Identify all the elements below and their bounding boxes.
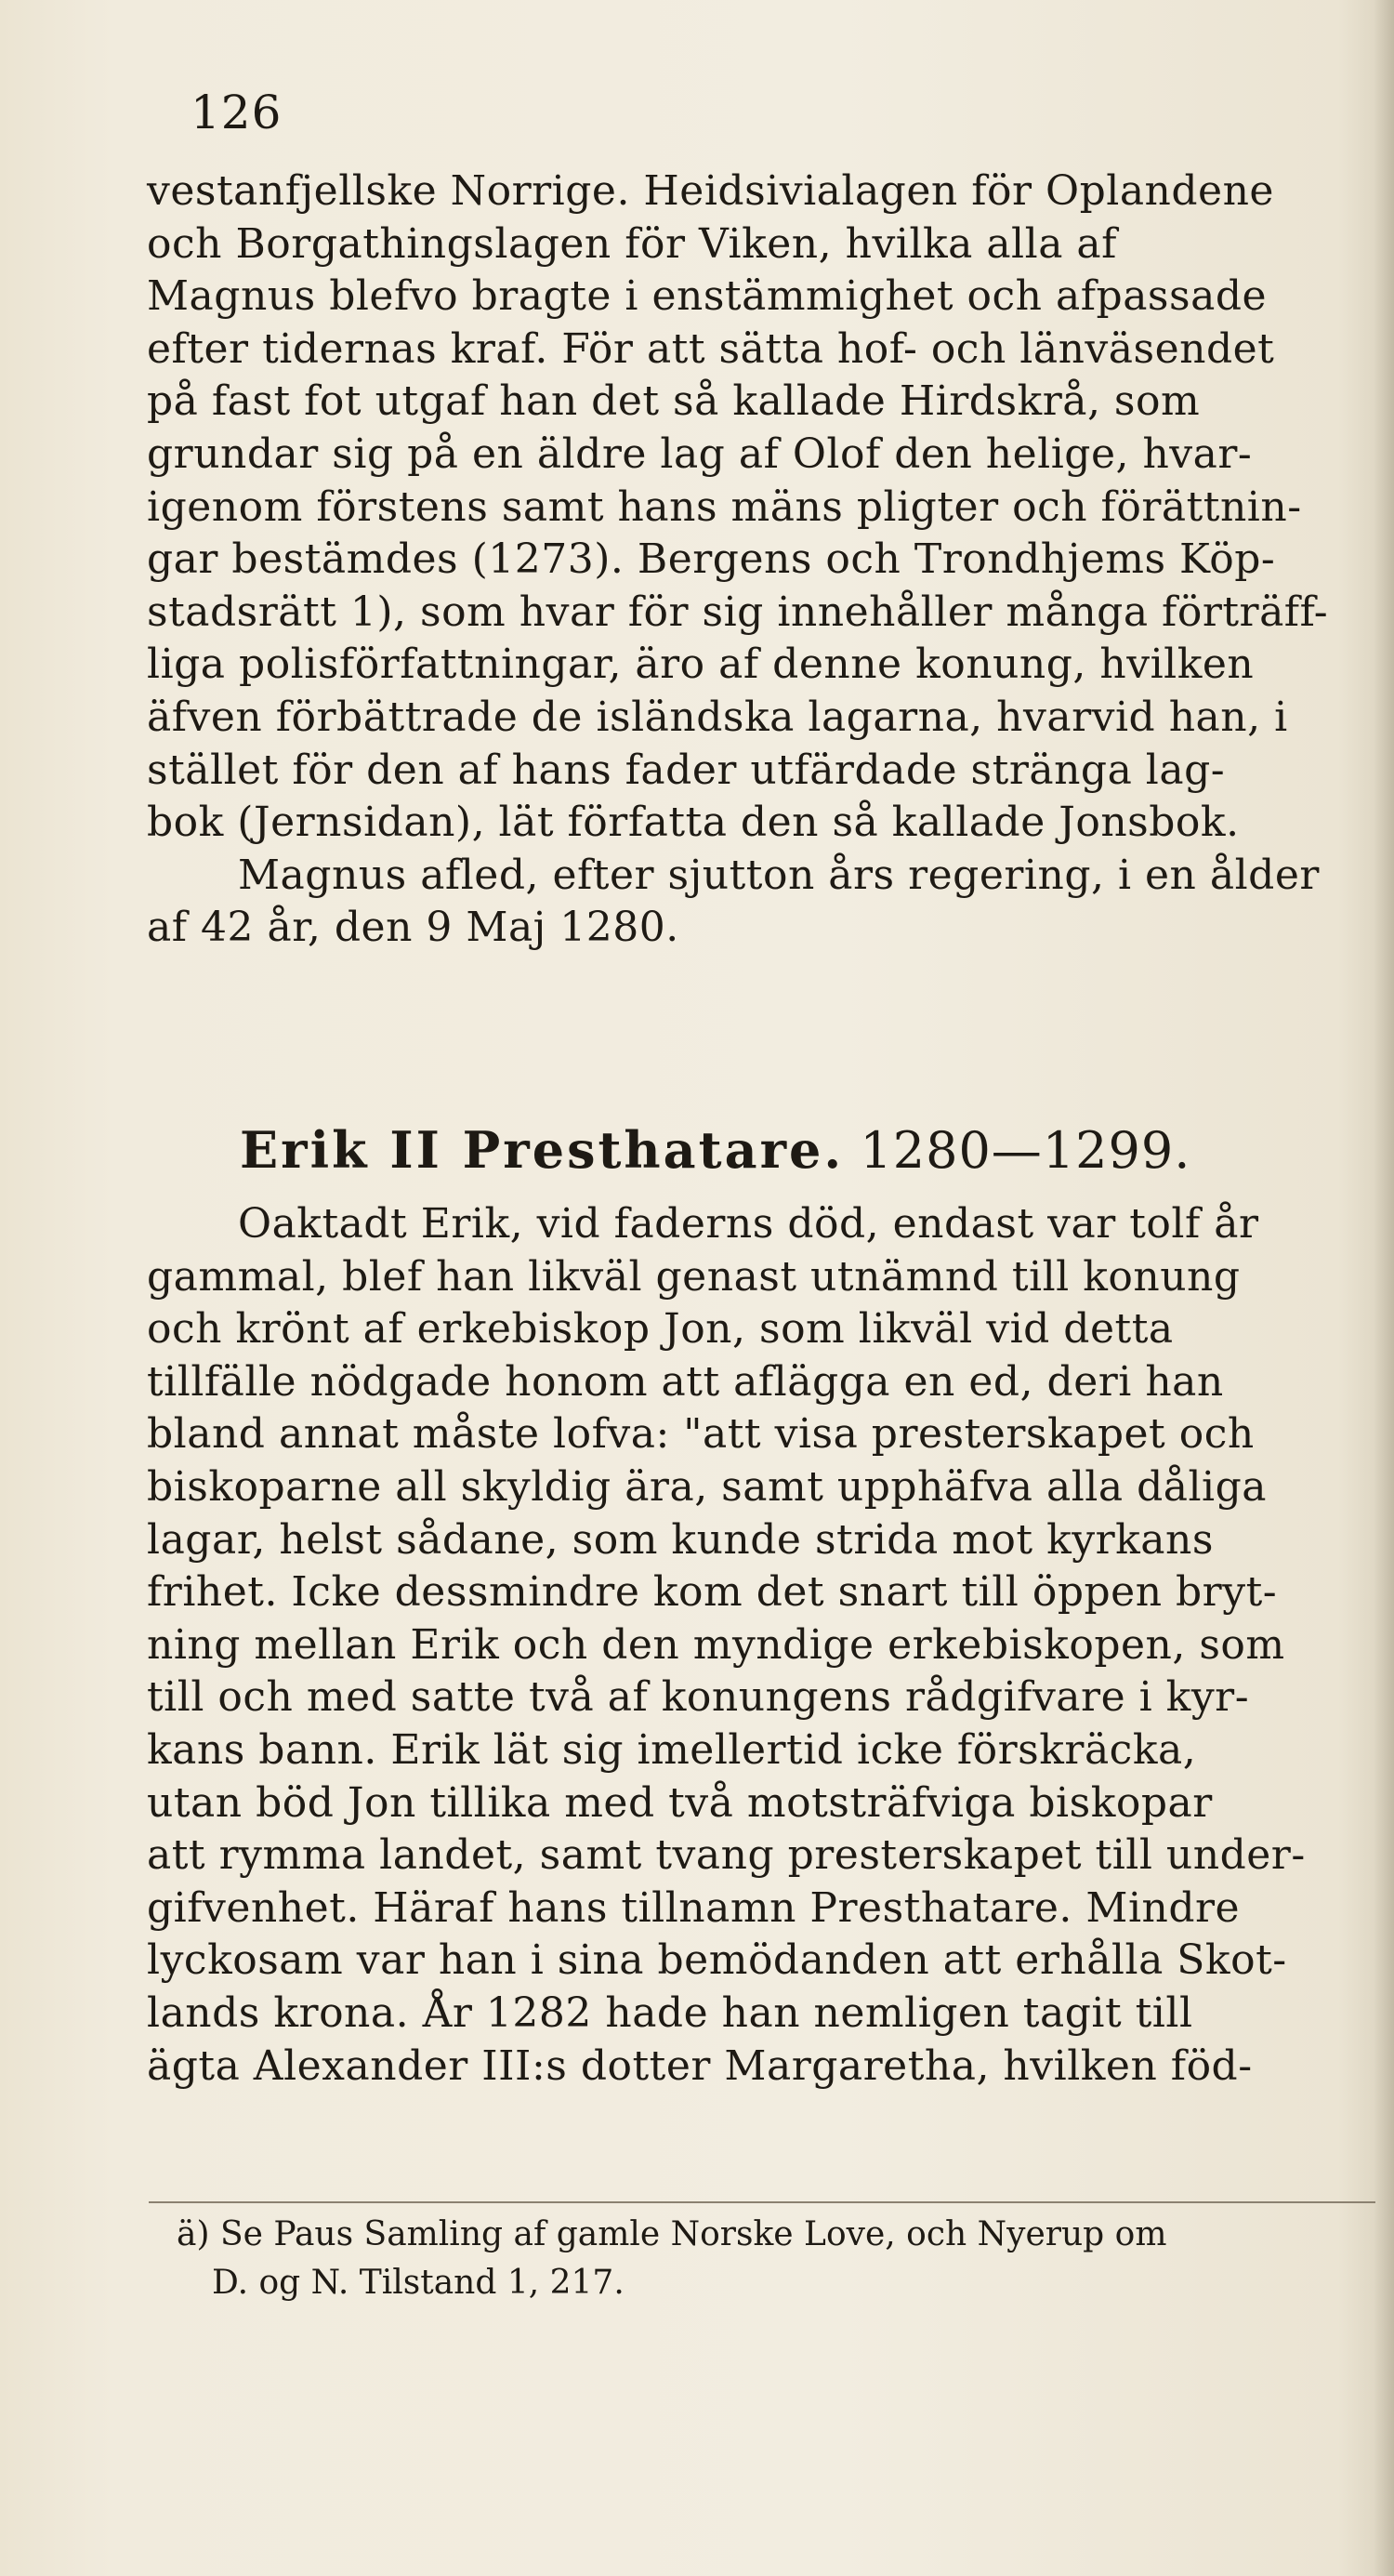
text-line: lyckosam var han i sina bemödanden att erhålla Skot- (147, 1936, 1287, 1985)
text-line: till och med satte två af konungens rådgifvare i kyr- (147, 1673, 1250, 1722)
text-line: bland annat måste lofva: "att visa presterskapet och (147, 1410, 1255, 1459)
text-line: lands krona. År 1282 hade han nemligen tagit till (147, 1988, 1193, 2037)
text-line: att rymma landet, samt tvang presterskapet till under- (147, 1831, 1306, 1880)
text-line: Oaktadt Erik, vid faderns död, endast var tolf år (238, 1200, 1259, 1248)
text-line: utan böd Jon tillika med två motsträfviga biskopar (147, 1778, 1213, 1827)
footnote-line: D. og N. Tilstand 1, 217. (212, 2264, 625, 2302)
text-line: Magnus afled, efter sjutton års regering, i en ålder (238, 851, 1320, 899)
text-line: stadsrätt 1), som hvar för sig innehåller många förträff- (147, 588, 1329, 636)
text-line: lagar, helst sådane, som kunde strida mot kyrkans (147, 1515, 1214, 1564)
text-line: gifvenhet. Häraf hans tillnamn Presthatare. Mindre (147, 1883, 1241, 1932)
text-line: gammal, blef han likväl genast utnämnd till konung (147, 1252, 1241, 1301)
text-line: grundar sig på en äldre lag af Olof den helige, hvar- (147, 429, 1253, 478)
text-line: liga polisförfattningar, äro af denne konung, hvilken (147, 641, 1255, 689)
text-line: efter tidernas kraf. För att sätta hof- och länväsendet (147, 324, 1275, 373)
text-line: och Borgathingslagen för Viken, hvilka alla af (147, 219, 1117, 268)
text-line: bok (Jernsidan), lät författa den så kallade Jonsbok. (147, 799, 1240, 847)
text-line: af 42 år, den 9 Maj 1280. (147, 904, 679, 952)
footnote-line: ä) Se Paus Samling af gamle Norske Love, och Nyerup om (177, 2215, 1167, 2253)
heading-title: Erik II Presthatare. (240, 1120, 845, 1180)
text-line: biskoparne all skyldig ära, samt upphäfva alla dåliga (147, 1462, 1268, 1511)
page-number: 126 (191, 86, 283, 139)
text-line: och krönt af erkebiskop Jon, som likväl vid detta (147, 1305, 1174, 1354)
text-line: ning mellan Erik och den myndige erkebiskopen, som (147, 1620, 1285, 1669)
paragraph-magnus (147, 165, 1392, 955)
text-line: frihet. Icke dessmindre kom det snart till öppen bryt- (147, 1568, 1278, 1617)
text-line: Magnus blefvo bragte i enstämmighet och afpassade (147, 272, 1268, 321)
text-line: vestanfjellske Norrige. Heidsivialagen för Oplandene (147, 167, 1274, 215)
text-line: på fast fot utgaf han det så kallade Hirdskrå, som (147, 377, 1201, 426)
text-line: äfven förbättrade de isländska lagarna, hvarvid han, i (147, 693, 1288, 741)
footnote-divider (149, 2201, 1375, 2203)
text-line: tillfälle nödgade honom att aflägga en ed, deri han (147, 1357, 1224, 1406)
text-line: stället för den af hans fader utfärdade stränga lag- (147, 746, 1226, 794)
footnote (177, 2211, 1385, 2307)
section-heading (240, 1120, 1190, 1180)
heading-years: 1280—1299. (860, 1121, 1191, 1180)
text-line: gar bestämdes (1273). Bergens och Trondhjems Köp- (147, 535, 1276, 584)
text-line: ägta Alexander III:s dotter Margaretha, hvilken föd- (147, 2041, 1253, 2090)
text-line: igenom förstens samt hans mäns pligter och förättnin- (147, 482, 1302, 531)
text-line: kans bann. Erik lät sig imellertid icke förskräcka, (147, 1725, 1197, 1774)
paragraph-erik (147, 1198, 1392, 2093)
